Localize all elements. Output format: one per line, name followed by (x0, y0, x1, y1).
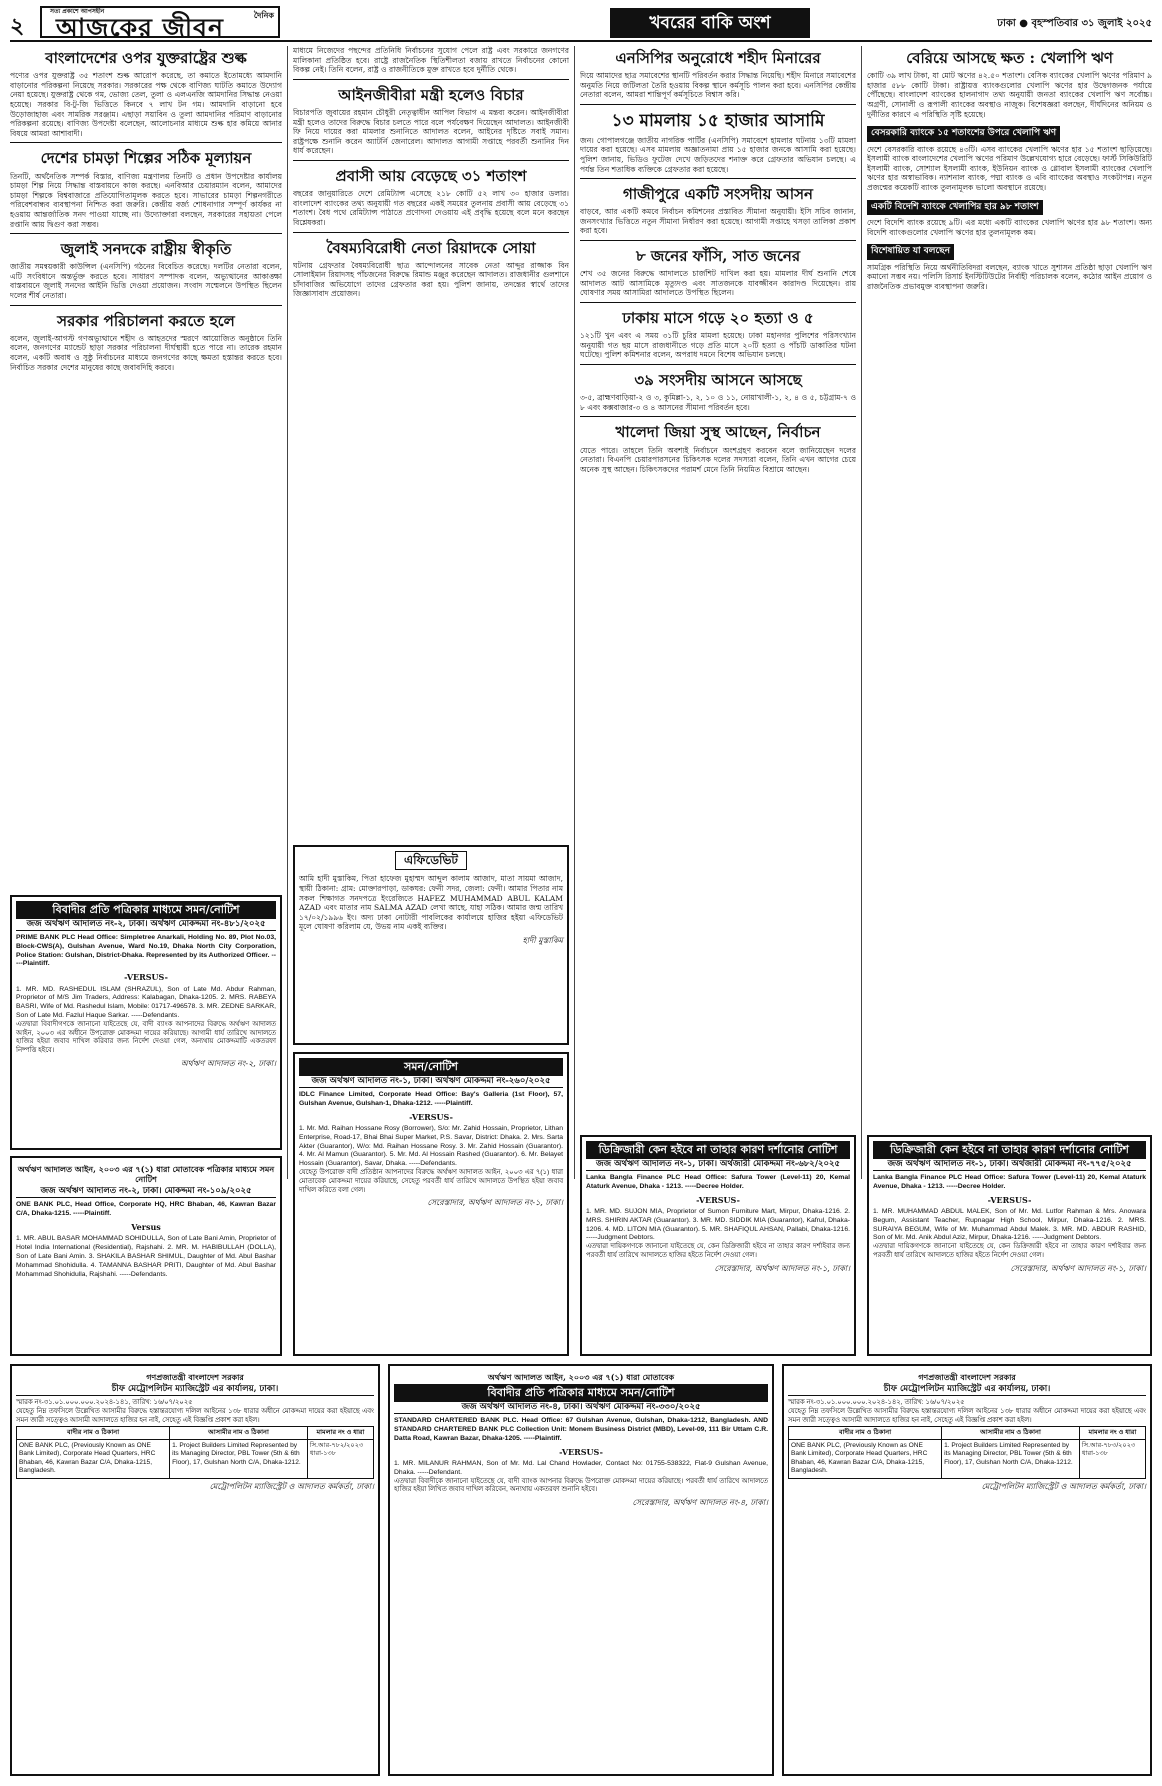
legal-notice (580, 1135, 856, 1356)
versus-label: -VERSUS- (987, 1194, 1032, 1205)
story-text: বছরের জানুয়ারিতে দেশে রেমিট্যান্স এসেছে ২১৮ কোটি ৫২ লাখ ৩০ হাজার ডলার। বাংলাদেশ ব্যাংকের তথ্য অনুযায়ী গত বছরের একই সময়ের তুলনায় প্রবাসী আয় বেড়েছে ৩১ শতাংশ। বৈধ পথে রেমিট্যান্স পাঠাতে প্রণোদনা দেওয়ায় এই প্রবৃদ্ধি হয়েছে বলে মনে করছেন বিশ্লেষকরা। (293, 189, 569, 227)
story-text: মাধ্যমে নিজেদের পছন্দের প্রতিনিধি নির্বাচনের সুযোগ পেলে রাষ্ট্র এবং সরকারে জনগণের মালিকানা প্রতিষ্ঠিত হবে। রাষ্ট্রে রাজনৈতিক স্থিতিশীলতা বজায় রাখতে নির্বাচনের কোনো বিকল্প নেই। তিনি বলেন, রাষ্ট্র ও রাজনীতিকে মুক্ত রাখতে হবে দুর্নীতি থেকে। (293, 46, 569, 75)
notice-defendants: 1. MR. ABUL BASAR MOHAMMAD SOHIDULLA, Son of Late Bani Amin, Proprietor of Hotel India International (Residential), Rajshahi. 2. MR. M. HABIBULLAH (DOLLA), Son of Late Bani Amin. 3. SHAKILA BASHAR SHIMUL, Daughter of Md. Abul Bashar Mohammad Shohidulla. 4. TAMANNA BASHAR PRITI, Daughter of Md. Abul Bashar Mohammad Shohidulla, Rajshahi. -----Defendants. (16, 1235, 276, 1278)
notice-signature: মেট্রোপলিটন ম্যাজিস্ট্রেট ও আদালত কর্মকর্তা, ঢাকা। (981, 1481, 1146, 1491)
notice-body: এতদ্বারা বিবাদীকে জানানো যাইতেছে যে, বাদী ব্যাংক আপনার বিরুদ্ধে উপরোক্ত মোকদ্দমা দায়ের করিয়াছে। পরবর্তী ধার্য তারিখে আদালতে হাজির হইয়া লিখিত জবাব দাখিল করিবেন, অন্যথায় একতরফা শুনানি হইবে। (394, 1477, 768, 1494)
headline: দেশের চামড়া শিল্পের সঠিক মূল্যায়ন (40, 149, 252, 168)
legal-notice (293, 1052, 569, 1356)
notice-title: অর্থঋণ আদালত আইন, ২০০৩ এর ৭(১) ধারা মোতাবেক পত্রিকার মাধ্যমে সমন নোটিশ (17, 1164, 275, 1185)
table-row (789, 1440, 1146, 1479)
logo-kind: দৈনিক (253, 10, 274, 20)
notice-case: জজ অর্থঋণ আদালত নং-২, ঢাকা। মোকদ্দমা নং-১০৯/২০২৫ (16, 1186, 276, 1198)
headline: জুলাই সনদকে রাষ্ট্রীয় স্বীকৃতি (60, 240, 232, 259)
story-text: ঘটনায় গ্রেফতার বৈষম্যবিরোধী ছাত্র আন্দোলনের সাবেক নেতা আব্দুর রাজ্জাক বিন সোলাইমান রিয়াদসহ পাঁচজনের বিরুদ্ধে রিমান্ড মঞ্জুর করেছেন আদালত। রাজধানীর গুলশানে চাঁদাবাজির অভিযোগে তাদের গ্রেফতার করা হয়। পুলিশ জানায়, তদন্তের স্বার্থে তাদের জিজ্ঞাসাবাদ প্রয়োজন। (293, 260, 569, 299)
notice-body: যেহেতু উপরোক্ত বাদী প্রতিষ্ঠান আপনাদের বিরুদ্ধে অর্থঋণ আদালত আইন, ২০০৩ এর ৭(১) ধারা মোতাবেক মোকদ্দমা দায়ের করিয়াছে, সেহেতু পরবর্তী ধার্য তারিখে আদালতে উপস্থিত হইয়া জবাব দাখিল করিতে বলা গেল। (299, 1168, 563, 1194)
table-header: আসামীর নাম ও ঠিকানা (170, 1426, 308, 1439)
notice-plaintiff: STANDARD CHARTERED BANK PLC. Head Office: 67 Gulshan Avenue, Gulshan, Dhaka-1212, Bangladesh. AND STANDARD CHARTERED BANK PLC Collection Unit: Monem Business District (MBD), Level-09, 111 Bir Uttam C.R. Datta Road, Kawran Bazar, Dhaka-1205. -----Plaintiff. (394, 1417, 768, 1442)
notice-signature: সেরেস্তাদার, অর্থঋণ আদালত নং-১, ঢাকা। (714, 1263, 850, 1273)
column-1 (10, 46, 282, 886)
notice-plaintiff: ONE BANK PLC, Head Office, Corporate HQ, HRC Bhaban, 46, Kawran Bazar C/A, Dhaka-1215. -----Plaintiff. (16, 1201, 276, 1218)
legal-notice (10, 895, 282, 1150)
headline: বেরিয়ে আসছে ক্ষত : খেলাপি ঋণ (906, 49, 1113, 67)
column-rule (287, 46, 288, 1179)
affidavit-notice (293, 845, 569, 1045)
dateline: ঢাকা ● বৃহস্পতিবার ৩১ জুলাই ২০২৫ (997, 18, 1152, 29)
notice-signature: অর্থঋণ আদালত নং-২, ঢাকা। (180, 1059, 276, 1069)
notice-plaintiff: IDLC Finance Limited, Corporate Head Office: Bay's Galleria (1st Floor), 57, Gulshan Avenue, Gulshan-1, Dhaka-1212. -----Plaintiff. (299, 1090, 563, 1107)
notice-plaintiff: Lanka Bangla Finance PLC Head Office: Safura Tower (Level-11) 20, Kemal Ataturk Avenue, Dhaka - 1213. -----Decree Holder. (873, 1173, 1146, 1190)
story-text: কোটি ৩৯ লাখ টাকা, যা মোট ঋণের ৪২.৫০ শতাংশ। বেসিক ব্যাংকের খেলাপি ঋণের পরিমাণ ৯ হাজার ৫৮৮ কোটি টাকা। রাষ্ট্রায়ত্ত ব্যাংকগুলোর খেলাপি ঋণের হার উদ্বেগজনক পর্যায়ে পৌঁছেছে। বাংলাদেশ ব্যাংকের হালনাগাদ তথ্য অনুযায়ী জনতা ব্যাংকের খেলাপি ঋণ সর্বোচ্চ। অগ্রণী, সোনালী ও রূপালী ব্যাংকের অবস্থাও নাজুক। বিশেষজ্ঞরা বলছেন, দীর্ঘদিনের অনিয়ম ও দুর্নীতির কারণে এ পরিস্থিতি সৃষ্টি হয়েছে। (867, 71, 1152, 119)
story-text: বাড়বে, আর একটি কমবে নির্বাচন কমিশনের প্রস্তাবিত সীমানা অনুযায়ী। ইসি সচিব জানান, জনসংখ্যার ভিত্তিতে নতুন সীমানা নির্ধারণ করা হয়েছে। আগামী সপ্তাহে খসড়া তালিকা প্রকাশ করা হবে। (580, 207, 856, 236)
notice-body: এতদ্বারা দায়িকগণকে জানানো যাইতেছে যে, কেন ডিক্রিজারী হইবে না তাহার কারণ দর্শাইবার জন্য পরবর্তী ধার্য তারিখে আদালতে হাজির হইতে নির্দেশ দেওয়া গেল। (873, 1243, 1146, 1259)
story-text: যেতে পারে। তাহলে তিনি অবশ্যই নির্বাচনে অংশগ্রহণ করবেন বলে জানিয়েছেন দলের নেতারা। বিএনপি চেয়ারপারসনের চিকিৎসক দলের সদস্যরা বলেন, তিনি এখন আগের চেয়ে অনেক সুস্থ আছেন। চিকিৎসকদের পরামর্শ মেনে তিনি নিয়মিত বিশ্রামে আছেন। (580, 445, 856, 474)
notice-defendants: 1. MR. MD. SUJON MIA, Proprietor of Sumon Furniture Mart, Mirpur, Dhaka-1216. 2. MRS. SHIRIN AKTAR (Guarantor). 3. MR. MD. SIDDIK MIA (Guarantor), Kafrul, Dhaka-1206. 4. MD. LITON MIA (Guarantor). 5. MR. SHAFIQUL AHSAN, Pallabi, Dhaka-1216. -----Judgment Debtors. (586, 1207, 850, 1242)
legal-notice (10, 1156, 282, 1356)
notice-body: এতদ্বারা দায়িকগণকে জানানো যাইতেছে যে, কেন ডিক্রিজারী হইবে না তাহার কারণ দর্শাইবার জন্য পরবর্তী ধার্য তারিখে আদালতে হাজির হইতে নির্দেশ দেওয়া গেল। (586, 1243, 850, 1259)
notice-title: ডিক্রিজারী কেন হইবে না তাহার কারণ দর্শানোর নোটিশ (873, 1141, 1146, 1159)
column-4 (867, 46, 1152, 1131)
notice-memo: স্মারক নং-৩১.০১.০০০.০০০.২০২৪-১৪২, তারিখ: ১৬/০৭/২০২৫ (788, 1399, 965, 1407)
story-text: সামগ্রিক পরিস্থিতি নিয়ে অর্থনীতিবিদরা বলছেন, ব্যাংক খাতে সুশাসন প্রতিষ্ঠা ছাড়া খেলাপি ঋণ কমানো সম্ভব নয়। পলিসি রিসার্চ ইনস্টিটিউটের নির্বাহী পরিচালক বলেন, কঠোর আইন প্রয়োগ ও রাজনৈতিক প্রভাবমুক্ত ব্যবস্থাপনা জরুরি। (867, 262, 1152, 292)
notice-signature: হাদী মুস্তাকিম (522, 935, 563, 945)
versus-label: -VERSUS- (124, 972, 168, 983)
story-text: দেশে বিদেশি ব্যাংক রয়েছে ৯টি। এর মধ্যে একটি ব্যাংকের খেলাপি ঋণের হার ৯৮ শতাংশ। অন্য বিদেশি ব্যাংকগুলোর খেলাপি ঋণের হার তুলনামূলক কম। (867, 218, 1152, 237)
table-cell: ONE BANK PLC, (Previously Known as ONE Bank Limited), Corporate Head Quarters, HRC Bhaban, 46, Kawran Bazar C/A, Dhaka-1215, Bangladesh. (789, 1440, 942, 1479)
notice-title: বিবাদীর প্রতি পত্রিকার মাধ্যমে সমন/নোটিশ (394, 1384, 768, 1402)
notice-title: বিবাদীর প্রতি পত্রিকার মাধ্যমে সমন/নোটিশ (16, 901, 276, 919)
table-header: মামলার নং ও ধারা (307, 1426, 373, 1439)
notice-signature: সেরেস্তাদার, অর্থঋণ আদালত নং-৪, ঢাকা। (632, 1498, 768, 1508)
versus-label: -VERSUS- (559, 1446, 603, 1457)
story-text: দিয়ে আমাদের ছাত্র সমাবেশের স্থানটি পরিবর্তন করার সিদ্ধান্ত নিয়েছি। শহীদ মিনারে সমাবেশের অনুমতি নিয়ে জটিলতা তৈরি হওয়ায় বিকল্প স্থানে কর্মসূচি পালন করা হবে। এনসিপির কেন্দ্রীয় নেতারা বলেন, আমরা শান্তিপূর্ণ কর্মসূচিতে বিশ্বাস করি। (580, 71, 856, 100)
notice-signature: মেট্রোপলিটন ম্যাজিস্ট্রেট ও আদালত কর্মকর্তা, ঢাকা। (209, 1481, 374, 1491)
notice-subtitle: অর্থঋণ আদালত আইন, ২০০৩ এর ৭(১) ধারা মোতাবেক (487, 1372, 675, 1382)
headline: প্রবাসী আয় বেড়েছে ৩১ শতাংশ (335, 166, 527, 185)
notice-defendants: 1. MR. MILANUR RAHMAN, Son of Mr. Md. Lal Chand Howlader, Contact No: 01755-538322, Flat-9 Gulshan Avenue, Dhaka. -----Defendant. (394, 1459, 768, 1476)
column-2 (293, 46, 569, 836)
page-number: ২ (10, 13, 25, 39)
notice-case: জজ অর্থঋণ আদালত নং-২, ঢাকা। অর্থঋণ মোকদ্দমা নং-৪৮১/২০২৫ (16, 919, 276, 931)
table-cell: 1. Project Builders Limited Represented by its Managing Director, PBL Tower (5th & 6th Floor), 17, Gulshan North C/A, Dhaka-1212. (942, 1440, 1080, 1479)
versus-label: -VERSUS- (409, 1111, 453, 1122)
notice-body: যেহেতু নিম্ন তফসিলে উল্লেখিত আসামীর বিরুদ্ধে হস্তান্তরযোগ্য দলিল আইনের ১৩৮ ধারার অধীনে মোকদ্দমা দায়ের করা হইয়াছে এবং সমন জারী সত্ত্বেও আসামী আদালতে হাজির হন নাই, সেহেতু এই বিজ্ঞপ্তি প্রকাশ করা হইল। (16, 1407, 374, 1424)
notice-body: আমি হাদী মুস্তাকিম, পিতা হাফেজ মুহাম্মদ আব্দুল কালাম আজাদ, মাতা সায়মা আজাদ, স্থায়ী ঠিকানা: গ্রাম: মোক্তারপাড়া, ডাকঘর: ফেনী সদর, জেলা: ফেনী। আমার পিতার নাম সকল শিক্ষাগত সনদপত্রে ইংরেজিতে HAFEZ MUHAMMAD ABUL KALAM AZAD এবং মাতার নাম SALMA AZAD লেখা আছে, যাহা সঠিক। আমার জন্ম তারিখ ১৭/০২/১৯৯৬ ইং। অদ্য ঢাকা নোটারী পাবলিকের কার্যালয়ে হাজির হইয়া এফিডেভিট মূলে ঘোষণা করিলাম যে, উভয় নাম একই ব্যক্তির। (299, 874, 563, 932)
headline: ৮ জনের ফাঁসি, সাত জনের (635, 247, 801, 266)
section-title: খবরের বাকি অংশ (610, 8, 810, 38)
notice-plaintiff: PRIME BANK PLC Head Office: Simpletree Anarkali, Holding No. 89, Plot No.03, Block-CWS(A), Gulshan Avenue, Ward No.19, Dhaka North City Corporation, Police Station: Gulshan, District-Dhaka. Represented by its Authorized Officer. -----Plaintiff. (16, 933, 276, 968)
legal-notice (388, 1364, 774, 1776)
headline: খালেদা জিয়া সুস্থ আছেন, নির্বাচন (615, 423, 821, 442)
table-row (17, 1440, 374, 1479)
notice-defendants: 1. MR. MD. RASHEDUL ISLAM (SHRAZUL), Son of Late Md. Abdur Rahman, Proprietor of M/S Jim Traders, Address: Kalabagan, Dhaka-1205. 2. MRS. RABEYA BASRI, Wife of Md. Rashedul Islam, Mobile: 01717-496578. 3. MR. ZEDNE SARKAR, Son of Late Md. Fazlul Haque Sarkar. -----Defendants. (16, 985, 276, 1019)
notice-title: চীফ মেট্রোপলিটন ম্যাজিস্ট্রেট এর কার্যালয়, ঢাকা। (788, 1384, 1146, 1396)
story-text: শেখ ৩৫ জনের বিরুদ্ধে আদালতে চার্জশিট দাখিল করা হয়। মামলার দীর্ঘ শুনানি শেষে আদালত আট আসামিকে মৃত্যুদণ্ড এবং সাতজনকে যাবজ্জীবন কারাদণ্ড দিয়েছেন। রায় ঘোষণার সময় আসামিরা আদালতে উপস্থিত ছিলেন। (580, 269, 856, 298)
story-text: দেশে বেসরকারি ব্যাংক রয়েছে ৪৩টি। এসব ব্যাংকের খেলাপি ঋণের হার ১৫ শতাংশ ছাড়িয়েছে। ইসলামী ব্যাংক বাংলাদেশের খেলাপি ঋণের পরিমাণ উল্লেখযোগ্য হারে বেড়েছে। ফার্স্ট সিকিউরিটি ইসলামী ব্যাংক, সোশ্যাল ইসলামী ব্যাংক, ইউনিয়ন ব্যাংক ও গ্লোবাল ইসলামী ব্যাংকের খেলাপি ঋণের হার অস্বাভাবিক। ন্যাশনাল ব্যাংক, পদ্মা ব্যাংক ও এবি ব্যাংকের অবস্থাও সংকটাপন্ন। নতুন প্রজন্মের কয়েকটি ব্যাংক তুলনামূলক ভালো অবস্থানে রয়েছে। (867, 144, 1152, 193)
notice-case: জজ অর্থঋণ আদালত নং-১, ঢাকা। অর্থঋণ মোকদ্দমা নং-২৬০/২০২৫ (299, 1076, 563, 1088)
column-rule (861, 46, 862, 1179)
table-header: বাদীর নাম ও ঠিকানা (17, 1426, 170, 1439)
table-header: বাদীর নাম ও ঠিকানা (789, 1426, 942, 1439)
notice-body: এতদ্বারা বিবাদীগণকে জানানো যাইতেছে যে, বাদী ব্যাংক আপনাদের বিরুদ্ধে অর্থঋণ আদালত আইন, ২০০৩ এর অধীনে উপরোক্ত মোকদ্দমা দায়ের করিয়াছে। আগামী ধার্য তারিখে আদালতে হাজির হইয়া জবাব দাখিল করিবার জন্য নির্দেশ দেওয়া গেল, অন্যথায় মোকদ্দমাটি একতরফা নিষ্পত্তি হইবে। (16, 1020, 276, 1055)
column-3 (580, 46, 856, 1131)
notice-signature: সেরেস্তাদার, অর্থঋণ আদালত নং-১, ঢাকা। (427, 1198, 563, 1208)
subheading: বিশেষায়িত যা বলছেন (867, 244, 954, 260)
notice-government: গণপ্রজাতন্ত্রী বাংলাদেশ সরকার (146, 1372, 244, 1382)
notice-plaintiff: Lanka Bangla Finance PLC Head Office: Safura Tower (Level-11) 20, Kemal Ataturk Avenue, Dhaka - 1213. -----Decree Holder. (586, 1173, 850, 1190)
notice-case: জজ অর্থঋণ আদালত নং-১, ঢাকা। অর্থজারী মোকদ্দমা নং-৭৭৫/২০২৫ (873, 1159, 1146, 1171)
notice-defendants: 1. Mr. Md. Raihan Hossane Rosy (Borrower), S/o: Mr. Zahid Hossain, Proprietor, Lithan Enterprise, Road-17, Bhai Bhai Super Market, P.S. Savar, District: Dhaka. 2. Mrs. Sarta Akter (Guarantor), W/o: Md. Raihan Hossane Rosy. 3. Mr. Zahid Hossain (Guarantor). 4. Mr. Al Mamun (Guarantor). 5. Mr. Md. Al Hossain Rashed (Guarantor). 6. Mr. Belayet Hossain (Guarantor), Savar, Dhaka. -----Defendants. (299, 1124, 563, 1168)
story-text: ১২১টি খুন এবং এ সময় ৩১টি চুরির মামলা হয়েছে। ঢাকা মহানগর পুলিশের পরিসংখ্যান অনুযায়ী গত ছয় মাসে রাজধানীতে গড়ে প্রতি মাসে ২০টি হত্যা ও পাঁচটি ডাকাতির ঘটনা ঘটেছে। পুলিশ কমিশনার বলেন, অপরাধ দমনে বিশেষ অভিযান চলছে। (580, 331, 856, 360)
versus-label: Versus (131, 1222, 161, 1232)
notice-defendants: 1. MR. MUHAMMAD ABDUL MALEK, Son of Mr. Md. Lutfor Rahman & Mrs. Anowara Begum, Assistant Teacher, Rupnagar High School, Mirpur, Dhaka-1216. 2. MRS. SURAIYA BEGUM, Wife of Mr. Muhammad Abdul Malek. 3. MR. MD. ABDUR RASHID, Son of Mr. Md. Anik Abdul Aziz, Mirpur, Dhaka-1216. -----Judgment Debtors. (873, 1207, 1146, 1242)
story-text: জাতীয় সমন্বয়কারী কাউন্সিল (এনসিপি) গঠনের বিবেচিত করেছে। দলটির নেতারা বলেন, এটি সংবিধানে অন্তর্ভুক্ত করতে হবে। সাধারণ সম্পাদক বলেন, অভ্যুত্থানের আকাঙ্ক্ষা বাস্তবায়নে জুলাই সনদের আইনি ভিত্তি দেওয়া প্রয়োজন। সংবাদ সম্মেলনে উপস্থিত ছিলেন দলের শীর্ষ নেতারা। (10, 262, 282, 301)
notice-case: জজ অর্থঋণ আদালত নং-১, ঢাকা। অর্থজারী মোকদ্দমা নং-৬৮২/২০২৫ (586, 1159, 850, 1171)
legal-notice (782, 1364, 1152, 1776)
notice-memo: স্মারক নং-৩১.০১.০০০.০০০.২০২৪-১৪১, তারিখ: ১৬/০৭/২০২৫ (16, 1399, 193, 1407)
story-text: বিচারপতি জুবায়ের রহমান চৌধুরী নেতৃত্বাধীন আপিল বিভাগ এ মন্তব্য করেন। আইনজীবীরা মন্ত্রী হলেও তাদের বিরুদ্ধে বিচার চলতে পারে বলে পর্যবেক্ষণ দিয়েছেন আদালত। আইনজীবী ফি নিয়ে দায়ের করা মামলার শুনানিতে আদালত বলেন, আইনের দৃষ্টিতে সবাই সমান। রাষ্ট্রপক্ষে শুনানি করেন অ্যাটর্নি জেনারেল। আদালত আগামী সপ্তাহে পরবর্তী শুনানির দিন ধার্য করেছেন। (293, 107, 569, 156)
notice-title: ডিক্রিজারী কেন হইবে না তাহার কারণ দর্শানোর নোটিশ (586, 1141, 850, 1159)
masthead (10, 4, 1152, 42)
notice-title: চীফ মেট্রোপলিটন ম্যাজিস্ট্রেট এর কার্যালয়, ঢাকা। (16, 1384, 374, 1396)
legal-notice (867, 1135, 1152, 1356)
headline: ১৩ মামলায় ১৫ হাজার আসামি (611, 110, 825, 131)
subheading: বেসরকারি ব্যাংকে ১৫ শতাংশের উপরে খেলাপি ঋণ (867, 126, 1060, 142)
subheading: একটি বিদেশি ব্যাংকে খেলাপির হার ৯৮ শতাংশ (867, 200, 1043, 216)
notice-body: যেহেতু নিম্ন তফসিলে উল্লেখিত আসামীর বিরুদ্ধে হস্তান্তরযোগ্য দলিল আইনের ১৩৮ ধারার অধীনে মোকদ্দমা দায়ের করা হইয়াছে এবং সমন জারী সত্ত্বেও আসামী আদালতে হাজির হন নাই, সেহেতু এই বিজ্ঞপ্তি প্রকাশ করা হইল। (788, 1407, 1146, 1424)
headline: গাজীপুরে একটি সংসদীয় আসন (622, 185, 814, 204)
headline: এনসিপির অনুরোধে শহীদ মিনারের (615, 49, 821, 67)
headline: সরকার পরিচালনা করতে হলে (57, 311, 235, 330)
notice-government: গণপ্রজাতন্ত্রী বাংলাদেশ সরকার (918, 1372, 1016, 1382)
headline: ৩৯ সংসদীয় আসনে আসছে (634, 371, 802, 389)
versus-label: -VERSUS- (696, 1194, 740, 1205)
notice-case: জজ অর্থঋণ আদালত নং-৪, ঢাকা। অর্থঋণ মোকদ্দমা নং-৩৩০/২০২৫ (394, 1402, 768, 1414)
headline: বৈষম্যবিরোধী নেতা রিয়াদকে সোয়া (326, 238, 536, 257)
story-text: তিনটি, অর্থনৈতিক সম্পর্ক বিস্তার, বাণিজ্য মন্ত্রণালয় তিনটি ও প্রধান উপদেষ্টার কার্যালয় চামড়া শিল্প নিয়ে সিদ্ধান্ত বাস্তবায়নে কাজ করছে। এনবিআর চেয়ারম্যান বলেন, আমাদের চামড়া শিল্পকে বিশ্ববাজারে প্রতিযোগিতামূলক করতে হবে। সাভারের চামড়া শিল্পনগরীতে পরিবেশবান্ধব ব্যবস্থাপনা নিশ্চিত করা জরুরি। কেন্দ্রীয় বর্জ্য শোধনাগার সম্পূর্ণ কার্যকর না হওয়ায় আন্তর্জাতিক সনদ পাওয়া যাচ্ছে না। উদ্যোক্তারা বলছেন, সরকারের সহায়তা পেলে রপ্তানি আয় দ্বিগুণ করা সম্ভব। (10, 171, 282, 229)
story-text: ৩-৫, ব্রাহ্মণবাড়িয়া-২ ও ৩, কুমিল্লা-১, ২, ১০ ও ১১, নোয়াখালী-১, ২, ৪ ও ৫, চট্টগ্রাম-৭ ও ৮ এবং কক্সবাজার-৩ ও ৪ আসনের সীমানা পরিবর্তন হবে। (580, 393, 856, 412)
headline: ঢাকায় মাসে গড়ে ২০ হত্যা ও ৫ (622, 309, 814, 328)
notice-table (788, 1426, 1146, 1479)
newspaper-logo (40, 6, 280, 42)
column-rule (574, 46, 575, 1179)
logo-name: আজকের জীবন (56, 13, 224, 42)
headline: আইনজীবীরা মন্ত্রী হলেও বিচার (338, 85, 524, 104)
story-text: বলেন, জুলাই-আগস্ট গণঅভ্যুত্থানে শহীদ ও আহতদের স্মরণে আয়োজিত অনুষ্ঠানে তিনি বলেন, জনগণের ম্যান্ডেট ছাড়া সরকার পরিচালনা দীর্ঘস্থায়ী হতে পারে না। তারেক রহমান বলেন, একটি অবাধ ও সুষ্ঠু নির্বাচনের মাধ্যমে জনগণের কাছে ক্ষমতা হস্তান্তর করতে হবে। নির্বাচিত সরকার দেশের মানুষের কাছে জবাবদিহি করবে। (10, 333, 282, 372)
table-cell: সি.আর-৭৮৩/২০২৩ ধারা-১৩৮ (1079, 1440, 1145, 1479)
headline: বাংলাদেশের ওপর যুক্তরাষ্ট্রের শুল্ক (45, 49, 247, 67)
notice-table (16, 1426, 374, 1479)
table-cell: 1. Project Builders Limited Represented by its Managing Director, PBL Tower (5th & 6th Floor), 17, Gulshan North C/A, Dhaka-1212. (170, 1440, 308, 1479)
logo-tagline: সত্য প্রকাশে আপসহীন (50, 8, 105, 15)
story-text: জন। গোপালগঞ্জে জাতীয় নাগরিক পার্টির (এনসিপি) সমাবেশে হামলার ঘটনায় ১৩টি মামলা দায়ের করা হয়েছে। এসব মামলায় অজ্ঞাতনামা প্রায় ১৫ হাজার জনকে আসামি করা হয়েছে। পুলিশ জানায়, ভিডিও ফুটেজ দেখে জড়িতদের শনাক্ত করে গ্রেফতার অভিযান চলছে। এ পর্যন্ত তিন শতাধিক ব্যক্তিকে গ্রেফতার করা হয়েছে। (580, 135, 856, 174)
story-text: পণ্যের ওপর যুক্তরাষ্ট্র ৩৫ শতাংশ শুল্ক আরোপ করেছে, তা কমাতে ইতোমধ্যে আমদানি বাড়ানোর পরিকল্পনা নিয়েছে সরকার। সরকারের পক্ষ থেকে বাণিজ্য ঘাটতি কমাতে উদ্যোগ নেয়া হয়েছে। যুক্তরাষ্ট্র থেকে গম, ভোজ্য তেল, তুলা ও এলএনজি আমদানির সিদ্ধান্ত নেওয়া হয়েছে। সরকার বি-টু-জি ভিত্তিতে কিনবে ৭ লাখ টন গম। আমদানি বাড়ানো হবে উড়োজাহাজ এবং সামরিক সরঞ্জাম। এছাড়া সয়াবিন ও তুলা আমদানির পরিমাণ বাড়ানোর পরিকল্পনা রয়েছে। বাণিজ্য উপদেষ্টা বলেছেন, আলোচনার মাধ্যমে শুল্ক হার কমিয়ে আনার বিষয়ে আমরা আশাবাদী। (10, 71, 282, 138)
notice-title: সমন/নোটিশ (299, 1058, 563, 1076)
table-cell: সি.আর-৭৮২/২০২৩ ধারা-১৩৮ (307, 1440, 373, 1479)
table-header: মামলার নং ও ধারা (1079, 1426, 1145, 1439)
notice-signature: সেরেস্তাদার, অর্থঋণ আদালত নং-১, ঢাকা। (1010, 1263, 1146, 1273)
notice-title: এফিডেভিট (395, 851, 467, 870)
table-cell: ONE BANK PLC, (Previously Known as ONE Bank Limited), Corporate Head Quarters, HRC Bhaban, 46, Kawran Bazar C/A, Dhaka-1215, Bangladesh. (17, 1440, 170, 1479)
legal-notice (10, 1364, 380, 1776)
table-header: আসামীর নাম ও ঠিকানা (942, 1426, 1080, 1439)
